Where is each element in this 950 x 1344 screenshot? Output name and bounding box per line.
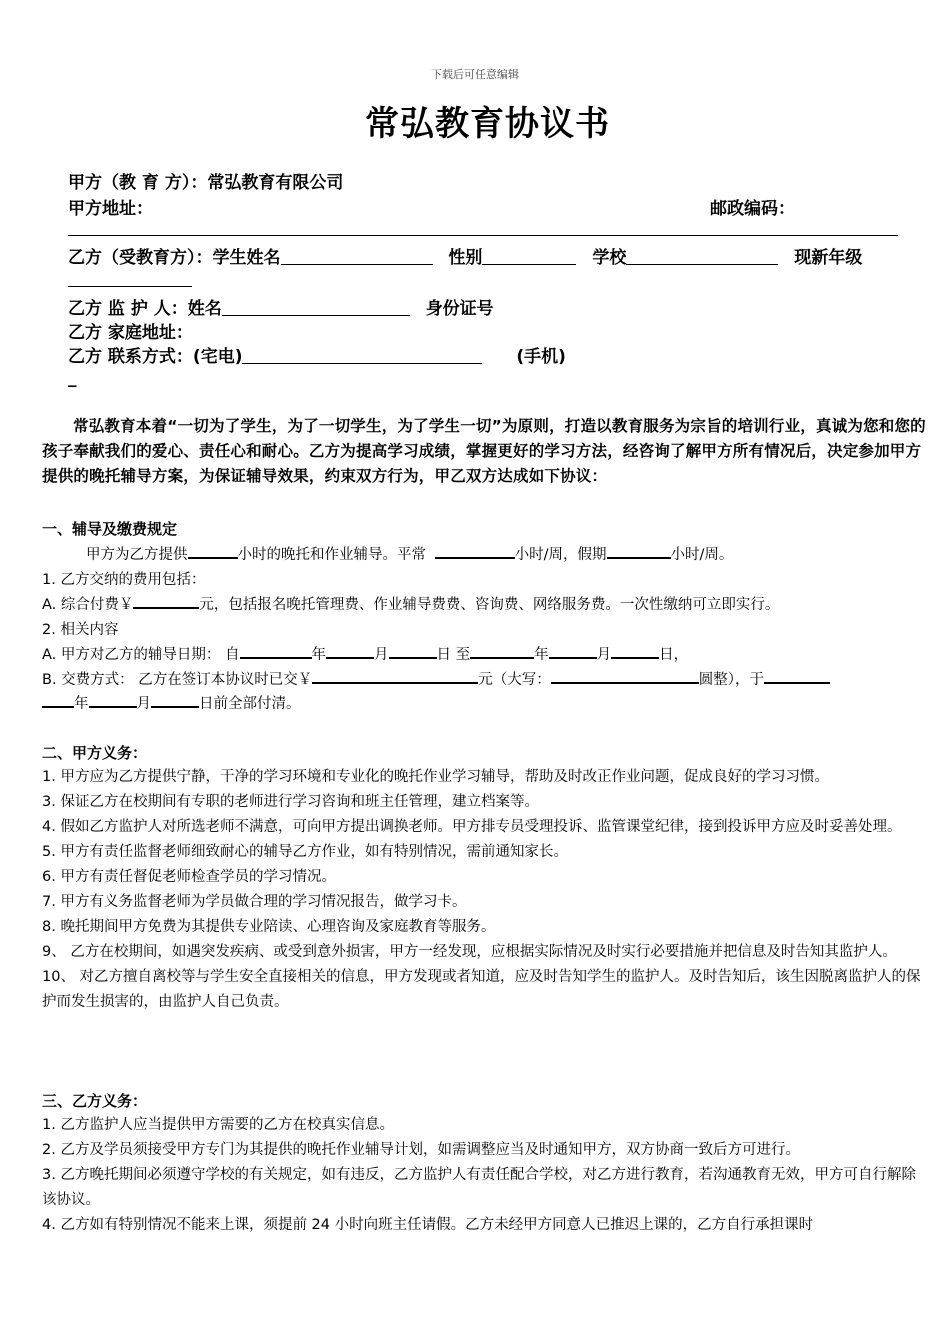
day-label: 日， [659, 647, 689, 663]
hours-text: 小时的晚托和作业辅导。平常 [237, 547, 426, 563]
stray-mark: _ [68, 368, 77, 388]
year-label: 年 [534, 647, 549, 663]
section1-hours-line [86, 543, 733, 564]
paid-in-full-label: 日前全部付清。 [199, 696, 301, 712]
home-phone-blank[interactable] [242, 347, 482, 364]
section2-item: 8. 晚托期间甲方免费为其提供专业陪读、心理咨询及家庭教育等服务。 [42, 919, 496, 935]
section2-heading: 二、甲方义务： [42, 744, 148, 762]
section3-heading: 三、乙方义务： [42, 1092, 148, 1110]
due-month-blank[interactable] [89, 693, 137, 708]
watermark: 下载后可任意编辑 [431, 68, 519, 81]
fee-label: A. 综合付费￥ [42, 597, 134, 613]
section2-item: 5. 甲方有责任监督老师细致耐心的辅导乙方作业，如有特别情况，需前通知家长。 [42, 844, 568, 860]
month-label: 月 [374, 647, 389, 663]
section3-item: 1. 乙方监护人应当提供甲方需要的乙方在校真实信息。 [42, 1117, 394, 1133]
start-day-blank[interactable] [389, 644, 437, 659]
party-b-student-name-label: 乙方（受教育方）：学生姓名 [68, 248, 281, 268]
section1-heading: 一、辅导及缴费规定 [42, 520, 178, 538]
holiday-hours-blank[interactable] [607, 544, 671, 559]
related-content-line: 2. 相关内容 [42, 622, 119, 638]
holiday-label: 小时/周，假期 [514, 547, 607, 563]
mobile-label: (手机) [516, 347, 566, 367]
fee-amount-blank[interactable] [133, 594, 199, 609]
end-year-blank[interactable] [470, 644, 534, 659]
section2-item: 9、 乙方在校期间，如遇突发疾病、或受到意外损害，甲方一经发现，应根据实际情况及时实行必要措施并把信息及时告知其监护人。 [42, 944, 897, 960]
guardian-name-blank[interactable] [222, 299, 410, 316]
month-label: 月 [136, 696, 151, 712]
hours-provided-blank[interactable] [188, 544, 238, 559]
home-address-line: 乙方 家庭地址： [68, 323, 193, 343]
home-phone-label: 乙方 联系方式：(宅电) [68, 347, 243, 367]
payment-label: B. 交费方式： 乙方在签订本协议时已交￥ [42, 672, 313, 688]
date-to-label: 日 至 [436, 647, 471, 663]
section2-item: 3. 保证乙方在校期间有专职的老师进行学习咨询和班主任管理，建立档案等。 [42, 794, 539, 810]
holiday-unit: 小时/周。 [670, 547, 734, 563]
section2-item: 7. 甲方有义务监督老师为学员做合理的学习情况报告，做学习卡。 [42, 894, 467, 910]
payment-method-line [42, 668, 830, 689]
hours-provided-label: 甲方为乙方提供 [86, 547, 188, 563]
fees-include-line: 1. 乙方交纳的费用包括： [42, 572, 206, 588]
section2-item: 4. 假如乙方监护人对所选老师不满意，可向甲方提出调换老师。甲方排专员受理投诉、监管课堂纪律，接到投诉甲方应及时妥善处理。 [42, 819, 902, 835]
year-label: 年 [74, 696, 89, 712]
gender-label: 性别 [448, 248, 483, 268]
section2-item: 6. 甲方有责任督促老师检查学员的学习情况。 [42, 869, 336, 885]
id-number-label: 身份证号 [425, 299, 494, 319]
grade-line [68, 270, 192, 289]
payment-deadline-line [42, 692, 301, 713]
section3-item: 2. 乙方及学员须接受甲方专门为其提供的晚托作业辅导计划，如需调整应当及时通知甲方，双方协商一致后方可进行。 [42, 1142, 800, 1158]
fee-description: 元，包括报名晚托管理费、作业辅导费费、咨询费、网络服务费。一次性缴纳可立即实行。 [199, 597, 780, 613]
party-b-line [68, 243, 862, 268]
due-day-blank[interactable] [151, 693, 199, 708]
intro-paragraph: 常弘教育本着“一切为了学生，为了一切学生，为了学生一切”为原则，打造以教育服务为宗旨的培训行业，真诚为您和您的孩子奉献我们的爱心、责任心和耐心。乙方为提高学习成绩，掌握更好的学习方法，经咨询了解甲方所有情况后，决定参加甲方提供的晚托辅导方案，为保证辅导效果，约束双方行为，甲乙双方达成如下协议： [42, 417, 926, 485]
tutoring-date-line [42, 643, 688, 664]
section2-item: 10、 对乙方擅自离校等与学生安全直接相关的信息，甲方发现或者知道，应及时告知学生的监护人。及时告知后，该生因脱离监护人的保护而发生损害的，由监护人自己负责。 [42, 969, 921, 1010]
start-month-blank[interactable] [326, 644, 374, 659]
payment-amount-blank[interactable] [312, 669, 478, 684]
student-name-blank[interactable] [281, 248, 433, 265]
gender-blank[interactable] [482, 248, 576, 265]
postcode-label: 邮政编码： [710, 199, 795, 219]
capital-amount-label: 元（大写： [478, 672, 551, 688]
grade-blank[interactable] [68, 272, 192, 287]
month-label: 月 [596, 647, 612, 663]
header-rule [68, 235, 898, 236]
school-label: 学校 [592, 248, 627, 268]
section3-list [42, 1113, 930, 1238]
section2-item: 1. 甲方应为乙方提供宁静，干净的学习环境和专业化的晚托作业学习辅导，帮助及时改正作业问题，促成良好的学习习惯。 [42, 769, 829, 785]
due-by-label: 圆整），于 [698, 672, 765, 688]
school-blank[interactable] [626, 248, 778, 265]
end-month-blank[interactable] [549, 644, 597, 659]
party-a-address: 甲方地址： [68, 199, 153, 219]
grade-label: 现新年级 [794, 248, 863, 268]
section2-list [42, 765, 930, 1015]
due-year-blank-b[interactable] [42, 693, 74, 708]
document-title: 常弘教育协议书 [365, 104, 610, 144]
start-year-blank[interactable] [240, 644, 312, 659]
year-label: 年 [311, 647, 326, 663]
guardian-name-label: 乙方 监 护 人：姓名 [68, 299, 222, 319]
party-a-line: 甲方（教 育 方）：常弘教育有限公司 [68, 173, 344, 193]
weekday-hours-blank[interactable] [435, 544, 515, 559]
contact-line [68, 342, 566, 367]
date-from-label: A. 甲方对乙方的辅导日期： 自 [42, 647, 240, 663]
end-day-blank[interactable] [611, 644, 659, 659]
guardian-line [68, 294, 494, 319]
capital-amount-blank[interactable] [551, 669, 699, 684]
comprehensive-fee-line [42, 593, 779, 614]
section3-item: 4. 乙方如有特别情况不能来上课，须提前 24 小时向班主任请假。乙方未经甲方同意人已推迟上课的，乙方自行承担课时 [42, 1217, 814, 1233]
section3-item: 3. 乙方晚托期间必须遵守学校的有关规定，如有违反，乙方监护人有责任配合学校，对乙方进行教育，若沟通教育无效，甲方可自行解除该协议。 [42, 1167, 916, 1208]
due-year-blank-a[interactable] [764, 669, 830, 684]
